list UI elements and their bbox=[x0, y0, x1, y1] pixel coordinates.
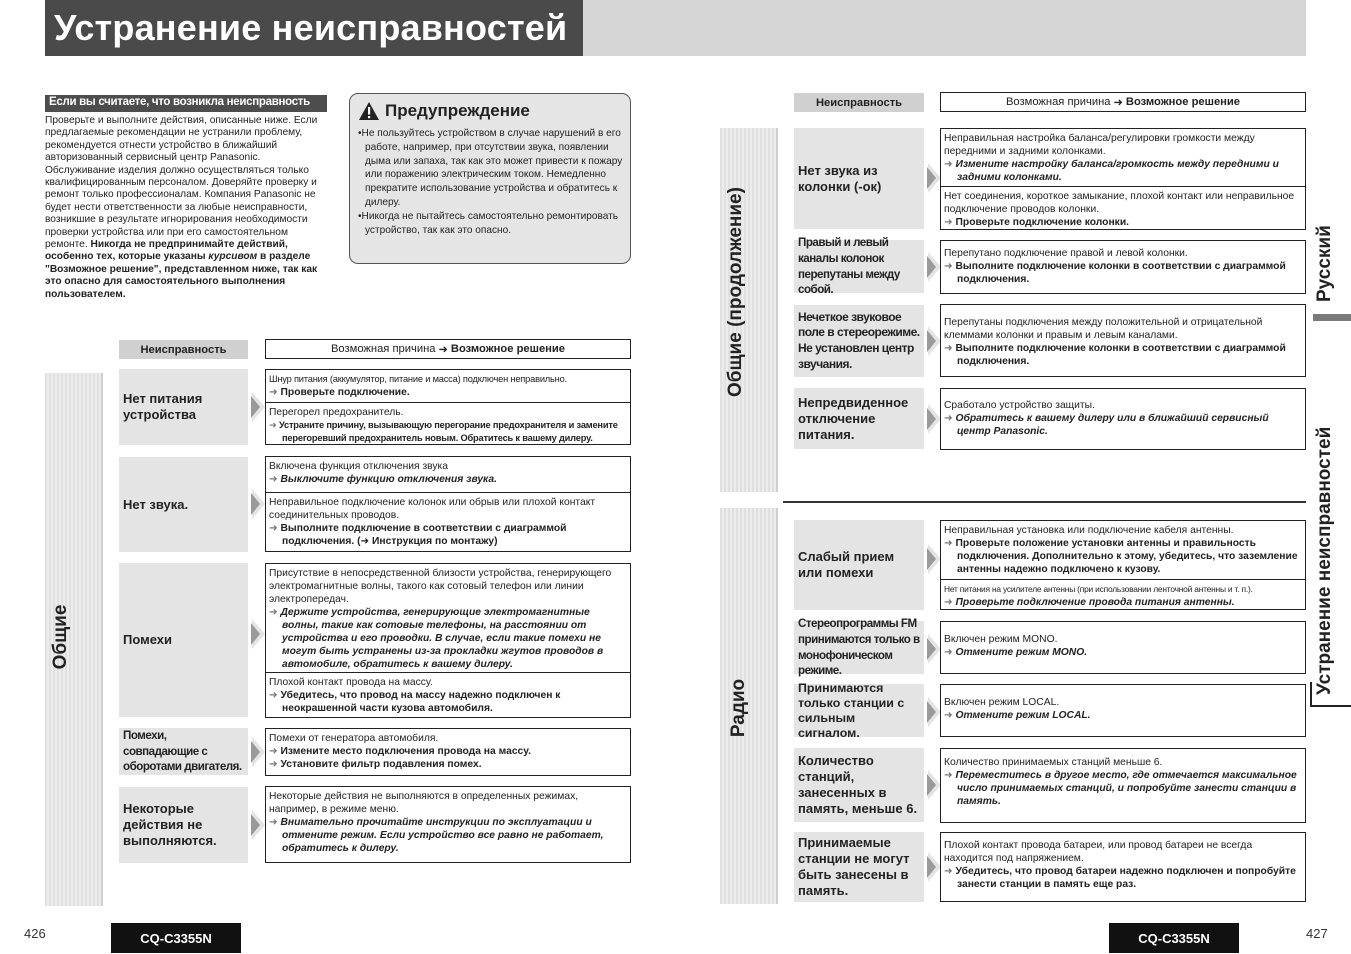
cause-text: Помехи от генератора автомобиля. bbox=[269, 733, 439, 744]
solution-text: Проверьте подключение. bbox=[280, 387, 410, 398]
arrow-icon: ➜ bbox=[944, 159, 956, 170]
arrow-icon: ➜ bbox=[269, 387, 281, 398]
cause-text: Нет питания на усилителе антенны (при использовании ленточной антенны и т. п.). bbox=[944, 584, 1253, 594]
solution-text: Убедитесь, что провод на массу надежно подключен к неокрашенной части кузова автомобиля. bbox=[280, 690, 561, 714]
cause-text: Неправильное подключение колонок или обрыв или плохой контакт соединительных проводов. bbox=[269, 497, 596, 521]
arrow-icon: ➜ bbox=[269, 474, 281, 485]
solution-text: Выключите функцию отключения звука. bbox=[280, 474, 497, 485]
symptom-label: Нет звука из колонки (-ок) bbox=[794, 128, 924, 229]
cause-text: Присутствие в непосредственной близости устройства, генерирующего электромагнитные волны, такого как сотовый телефон или линии электропередач. bbox=[269, 568, 612, 605]
cause-text: Включена функция отключения звука bbox=[269, 461, 449, 472]
cause-cell bbox=[266, 564, 630, 672]
cause-cell bbox=[941, 389, 1305, 441]
symptom-label: Некоторые действия не выполняются. bbox=[119, 787, 248, 863]
arrow-icon: ➜ bbox=[944, 261, 956, 272]
symptom-label: Помехи, совпадающие с оборотами двигателя. bbox=[119, 728, 248, 775]
warning-item: •Никогда не пытайтесь самостоятельно ремонтировать устройство, так как это опасно. bbox=[358, 210, 618, 236]
page-title: Устранение неисправностей bbox=[54, 7, 568, 48]
section-label-general-cont: Общие (продолжение) bbox=[725, 187, 746, 397]
solution-text: Держите устройства, генерирующие электромагнитные волны, такие как сотовые телефоны, на расстоянии от устройства и его проводки. В случае, если такие помехи не могут быть устранены из-за прокладки жгутов проводов в автомобиле, обратитесь к вашему дилеру. bbox=[280, 607, 604, 670]
cause-cell bbox=[941, 685, 1305, 725]
col-header-solution: Возможное решение bbox=[450, 343, 566, 355]
solution-text: Проверьте подключение колонки. bbox=[955, 217, 1130, 228]
cause-group bbox=[940, 684, 1306, 737]
solution-text: Выполните подключение в соответствии с диаграммой подключения. (➜ Инструкция по монтажу) bbox=[280, 523, 567, 547]
row-arrow-icon bbox=[252, 810, 265, 840]
cause-group bbox=[940, 240, 1306, 294]
intro-warning-2: в разделе "Возможное решение", представленном ниже, так как это опасно для самостоятельного выполнения пользователем. bbox=[45, 251, 318, 300]
cause-text: Шнур питания (аккумулятор, питание и масса) подключен неправильно. bbox=[269, 374, 567, 384]
cause-text: Включен режим LOCAL. bbox=[944, 697, 1060, 708]
intro-warning-1: Никогда не предпринимайте действий, особенно тех, которые указаны bbox=[45, 239, 288, 263]
cause-group bbox=[265, 563, 631, 718]
cause-cell bbox=[266, 457, 630, 492]
tab-chapter: Устранение неисправностей bbox=[1314, 426, 1335, 695]
intro-text bbox=[45, 115, 330, 301]
cause-text: Некоторые действия не выполняются в определенных режимах, например, в режиме меню. bbox=[269, 791, 579, 815]
warning-header bbox=[358, 101, 530, 121]
section-divider bbox=[783, 501, 1306, 503]
arrow-icon: ➜ bbox=[944, 866, 956, 877]
cause-cell bbox=[266, 672, 630, 718]
cause-group bbox=[940, 832, 1306, 902]
solution-text: Убедитесь, что провод батареи надежно подключен и попробуйте занести станции в память еще раз. bbox=[955, 866, 1296, 890]
warning-item: •Не пользуйтесь устройством в случае нарушений в его работе, например, при отсутствии звука, появлении дыма или запаха, так как это может привести к пожару или поражению электрическим током. Немедленно прекратите использование устройства и обратитесь к дилеру. bbox=[358, 128, 623, 208]
cause-text: Нет соединения, короткое замыкание, плохой контакт или неправильное подключение проводов колонки. bbox=[944, 191, 1295, 215]
arrow-icon: ➜ bbox=[944, 647, 956, 658]
arrow-icon: ➜ bbox=[944, 413, 956, 424]
solution-text: Измените настройку баланса/громкость между передними и задними колонками. bbox=[955, 159, 1279, 183]
cause-cell bbox=[941, 833, 1305, 894]
tab-language-marker bbox=[1313, 314, 1351, 321]
intro-body: Проверьте и выполните действия, описанные ниже. Если предлагаемые рекомендации не устранили проблему, рекомендуется отнести устройство в ближайший авторизованный сервисный центр Panasonic. Обслуживание изделия должно осуществляться только квалифицированным персоналом. Доверяйте проверку и ремонт только профессионалам. Компания Panasonic не будет нести ответственности за любые неисправности, возникшие в результате игнорирования необходимости проверки устройства или при его самостоятельном ремонте. bbox=[45, 115, 318, 251]
cause-group bbox=[265, 728, 631, 776]
tab-chapter-underline bbox=[1310, 705, 1351, 707]
col-header-symptom: Неисправность bbox=[794, 93, 924, 112]
solution-text: Проверьте подключение провода питания антенны. bbox=[955, 597, 1235, 608]
symptom-label: Стереопрограммы FM принимаются только в монофоническом режиме. bbox=[794, 621, 924, 674]
cause-group bbox=[265, 786, 631, 863]
cause-cell bbox=[266, 370, 630, 402]
arrow-icon: ➜ bbox=[1113, 96, 1123, 109]
cause-cell bbox=[941, 129, 1305, 186]
solution-text: Устраните причину, вызывающую перегорание предохранителя и замените перегоревший предохранитель новым. Обратитесь к вашему дилеру. bbox=[278, 420, 618, 443]
model-badge-left: CQ-C3355N bbox=[111, 923, 241, 953]
page-number-right: 427 bbox=[1306, 926, 1328, 941]
cause-group bbox=[940, 621, 1306, 674]
cause-group bbox=[940, 128, 1306, 230]
symptom-label: Слабый прием или помехи bbox=[794, 520, 924, 610]
row-arrow-icon bbox=[252, 489, 265, 519]
arrow-icon: ➜ bbox=[269, 817, 281, 828]
symptom-label: Нечеткое звуковое поле в стереорежиме. Не установлен центр звучания. bbox=[794, 305, 924, 377]
cause-group bbox=[265, 456, 631, 552]
arrow-icon: ➜ bbox=[944, 770, 956, 781]
cause-cell bbox=[941, 521, 1305, 579]
col-header-cause: Возможная причина bbox=[330, 343, 436, 355]
cause-text: Плохой контакт провода батареи, или провод батареи не всегда находится под напряжением. bbox=[944, 840, 1253, 864]
row-arrow-icon bbox=[252, 737, 265, 767]
cause-cell bbox=[266, 787, 630, 858]
intro-heading: Если вы считаете, что возникла неисправность bbox=[45, 95, 327, 112]
cause-text: Включен режим MONO. bbox=[944, 634, 1058, 645]
col-header-cause-solution bbox=[940, 92, 1306, 112]
cause-cell bbox=[266, 729, 630, 774]
section-label-general: Общие bbox=[50, 604, 71, 670]
cause-text: Плохой контакт провода на массу. bbox=[269, 677, 433, 688]
cause-text: Сработало устройство защиты. bbox=[944, 400, 1095, 411]
col-header-cause-solution bbox=[265, 339, 631, 359]
cause-group bbox=[940, 748, 1306, 823]
tab-language: Русский bbox=[1314, 225, 1335, 302]
cause-group bbox=[940, 520, 1306, 610]
section-label-radio: Радио bbox=[728, 678, 749, 738]
solution-text: Обратитесь к вашему дилеру или в ближайший сервисный центр Panasonic. bbox=[955, 413, 1269, 437]
warning-title: Предупреждение bbox=[385, 101, 530, 120]
symptom-label: Принимаемые станции не могут быть занесены в память. bbox=[794, 832, 924, 902]
arrow-icon: ➜ bbox=[269, 523, 281, 534]
arrow-icon: ➜ bbox=[269, 759, 281, 770]
arrow-icon: ➜ bbox=[944, 597, 956, 608]
cause-cell bbox=[941, 305, 1305, 371]
arrow-icon: ➜ bbox=[944, 538, 956, 549]
cause-text: Перепутаны подключения между положительной и отрицательной клеммами колонки и правым и левым каналами. bbox=[944, 317, 1263, 341]
cause-cell bbox=[941, 241, 1305, 289]
model-badge-right: CQ-C3355N bbox=[1109, 923, 1239, 953]
cause-cell bbox=[941, 622, 1305, 662]
cause-cell bbox=[266, 492, 630, 551]
cause-cell bbox=[266, 402, 630, 448]
row-arrow-icon bbox=[252, 619, 265, 649]
arrow-icon: ➜ bbox=[944, 217, 956, 228]
solution-text: Выполните подключение колонки в соответствии с диаграммой подключения. bbox=[955, 343, 1286, 367]
col-header-symptom: Неисправность bbox=[119, 340, 248, 359]
solution-text: Отмените режим LOCAL. bbox=[955, 710, 1091, 721]
cause-group bbox=[265, 369, 631, 445]
solution-text: Выполните подключение колонки в соответствии с диаграммой подключения. bbox=[955, 261, 1286, 285]
solution-text: Отмените режим MONO. bbox=[955, 647, 1088, 658]
cause-text: Перепутано подключение правой и левой колонки. bbox=[944, 248, 1188, 259]
solution-text: Измените место подключения провода на массу. bbox=[280, 746, 531, 757]
arrow-icon: ➜ bbox=[944, 343, 956, 354]
arrow-icon: ➜ bbox=[269, 420, 279, 430]
symptom-label: Количество станций, занесенных в память, меньше 6. bbox=[794, 748, 924, 822]
arrow-icon: ➜ bbox=[269, 690, 281, 701]
page-number-left: 426 bbox=[24, 926, 46, 941]
solution-text: Установите фильтр подавления помех. bbox=[280, 759, 482, 770]
arrow-icon: ➜ bbox=[269, 746, 281, 757]
arrow-icon: ➜ bbox=[438, 343, 448, 356]
solution-text: Переместитесь в другое место, где отмечается максимальное число принимаемых станций, и попробуйте занести станции в память. bbox=[955, 770, 1297, 807]
solution-text: Внимательно прочитайте инструкции по эксплуатации и отмените режим. Если устройство все равно не работает, обратитесь к дилеру. bbox=[280, 817, 604, 854]
warning-list bbox=[358, 127, 626, 237]
arrow-icon: ➜ bbox=[944, 710, 956, 721]
symptom-label: Принимаются только станции с сильным сигналом. bbox=[794, 684, 924, 737]
symptom-label: Нет питания устройства bbox=[119, 369, 248, 445]
symptom-label: Правый и левый каналы колонок перепутаны между собой. bbox=[794, 240, 924, 293]
cause-cell bbox=[941, 579, 1305, 612]
solution-text: Проверьте положение установки антенны и правильность подключения. Дополнительно к этому, убедитесь, что заземление антенны надежно подключено к кузову. bbox=[955, 538, 1298, 575]
cause-text: Количество принимаемых станций меньше 6. bbox=[944, 757, 1163, 768]
cause-group bbox=[940, 304, 1306, 377]
warning-triangle-icon bbox=[358, 101, 380, 121]
cause-text: Неправильная настройка баланса/регулировки громкости между передними и задними колонками. bbox=[944, 133, 1255, 157]
col-header-solution: Возможное решение bbox=[1125, 96, 1241, 108]
symptom-label: Непредвиденное отключение питания. bbox=[794, 388, 924, 449]
arrow-icon: ➜ bbox=[269, 607, 281, 618]
row-arrow-icon bbox=[252, 392, 265, 422]
symptom-label: Нет звука. bbox=[119, 457, 248, 552]
symptom-label: Помехи bbox=[119, 563, 248, 717]
cause-text: Перегорел предохранитель. bbox=[269, 407, 404, 418]
cause-cell bbox=[941, 186, 1305, 232]
tab-chapter-marker bbox=[1310, 682, 1312, 706]
cause-text: Неправильная установка или подключение кабеля антенны. bbox=[944, 525, 1234, 536]
cause-cell bbox=[941, 749, 1305, 811]
col-header-cause: Возможная причина bbox=[1005, 96, 1111, 108]
intro-warning-italic: курсивом bbox=[208, 251, 258, 263]
cause-group bbox=[940, 388, 1306, 450]
